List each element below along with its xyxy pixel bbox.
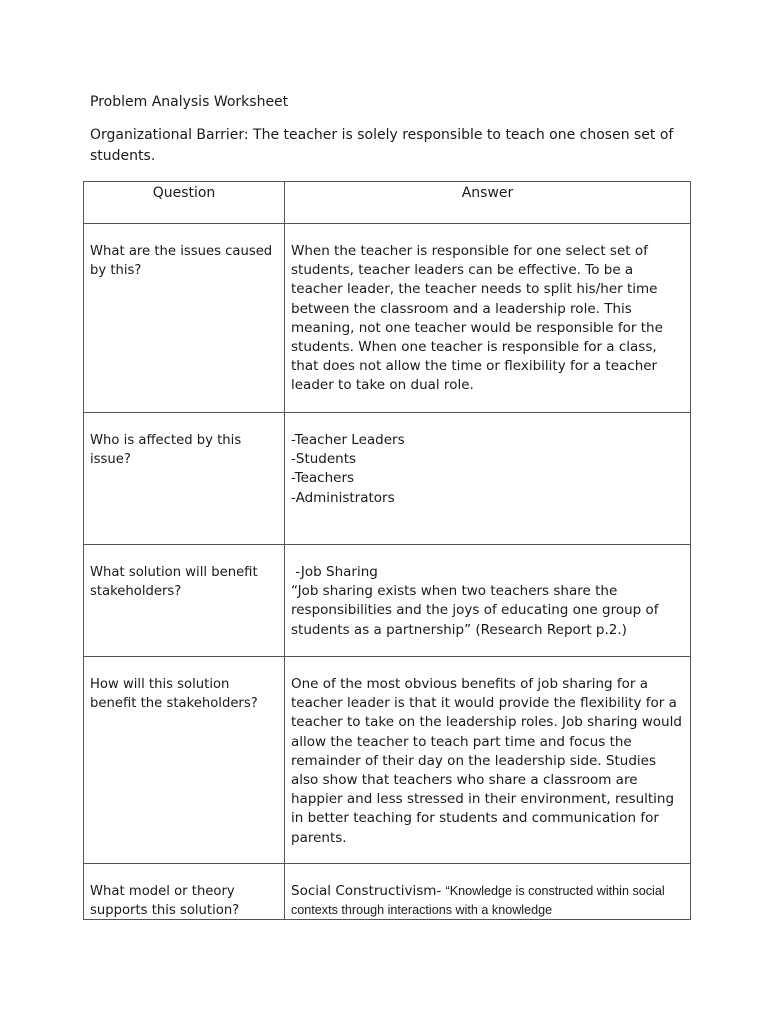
solution-quote: “Job sharing exists when two teachers share the responsibilities and the joys of educating one group of students as a partnership” (Research Report p.2.) bbox=[291, 583, 659, 638]
question-cell: How will this solution benefit the stakeholders? bbox=[84, 657, 285, 864]
theory-prefix: Social Constructivism- bbox=[291, 883, 446, 899]
organizational-barrier: Organizational Barrier: The teacher is solely responsible to teach one chosen set of students. bbox=[90, 127, 674, 164]
document-title: Problem Analysis Worksheet bbox=[90, 94, 289, 110]
answer-header: Answer bbox=[285, 182, 691, 224]
table-row bbox=[84, 864, 691, 920]
list-item: -Administrators bbox=[291, 489, 395, 506]
table-row bbox=[84, 545, 691, 657]
question-cell: What are the issues caused by this? bbox=[84, 224, 285, 413]
question-header: Question bbox=[84, 182, 285, 224]
answer-cell: When the teacher is responsible for one select set of students, teacher leaders can be effective. To be a teacher leader, the teacher needs to split his/her time between the classroom and a leadership role. This meaning, not one teacher would be responsible for the students. When one teacher is responsible for a class, that does not allow the time or flexibility for a teacher leader to take on dual role. bbox=[285, 224, 691, 413]
table-row bbox=[84, 657, 691, 864]
problem-analysis-table bbox=[83, 181, 691, 920]
theory-quote: “Knowledge is constructed within social contexts through interactions with a knowledge bbox=[291, 884, 665, 918]
question-cell bbox=[84, 864, 285, 920]
table-row bbox=[84, 413, 691, 545]
answer-cell bbox=[285, 413, 691, 545]
answer-cell: One of the most obvious benefits of job sharing for a teacher leader is that it would provide the flexibility for a teacher to take on the leadership roles. Job sharing would allow the teacher to teach part time and focus the remainder of their day on the leadership side. Studies also show that teachers who share a classroom are happier and less stressed in their environment, resulting in better teaching for students and communication for parents. bbox=[285, 657, 691, 864]
answer-cell bbox=[285, 545, 691, 657]
question-cell: Who is affected by this issue? bbox=[84, 413, 285, 545]
list-item: -Teacher Leaders bbox=[291, 432, 405, 448]
table-header-row bbox=[84, 182, 691, 224]
list-item: -Teachers bbox=[291, 470, 355, 487]
list-item: -Students bbox=[291, 451, 357, 468]
question-cell: What solution will benefit stakeholders? bbox=[84, 545, 285, 657]
table-row bbox=[84, 224, 691, 413]
question-text: What model or theory supports this solution? bbox=[90, 884, 240, 918]
solution-heading: -Job Sharing bbox=[291, 564, 378, 580]
theory-text bbox=[291, 882, 684, 919]
answer-cell bbox=[285, 864, 691, 920]
